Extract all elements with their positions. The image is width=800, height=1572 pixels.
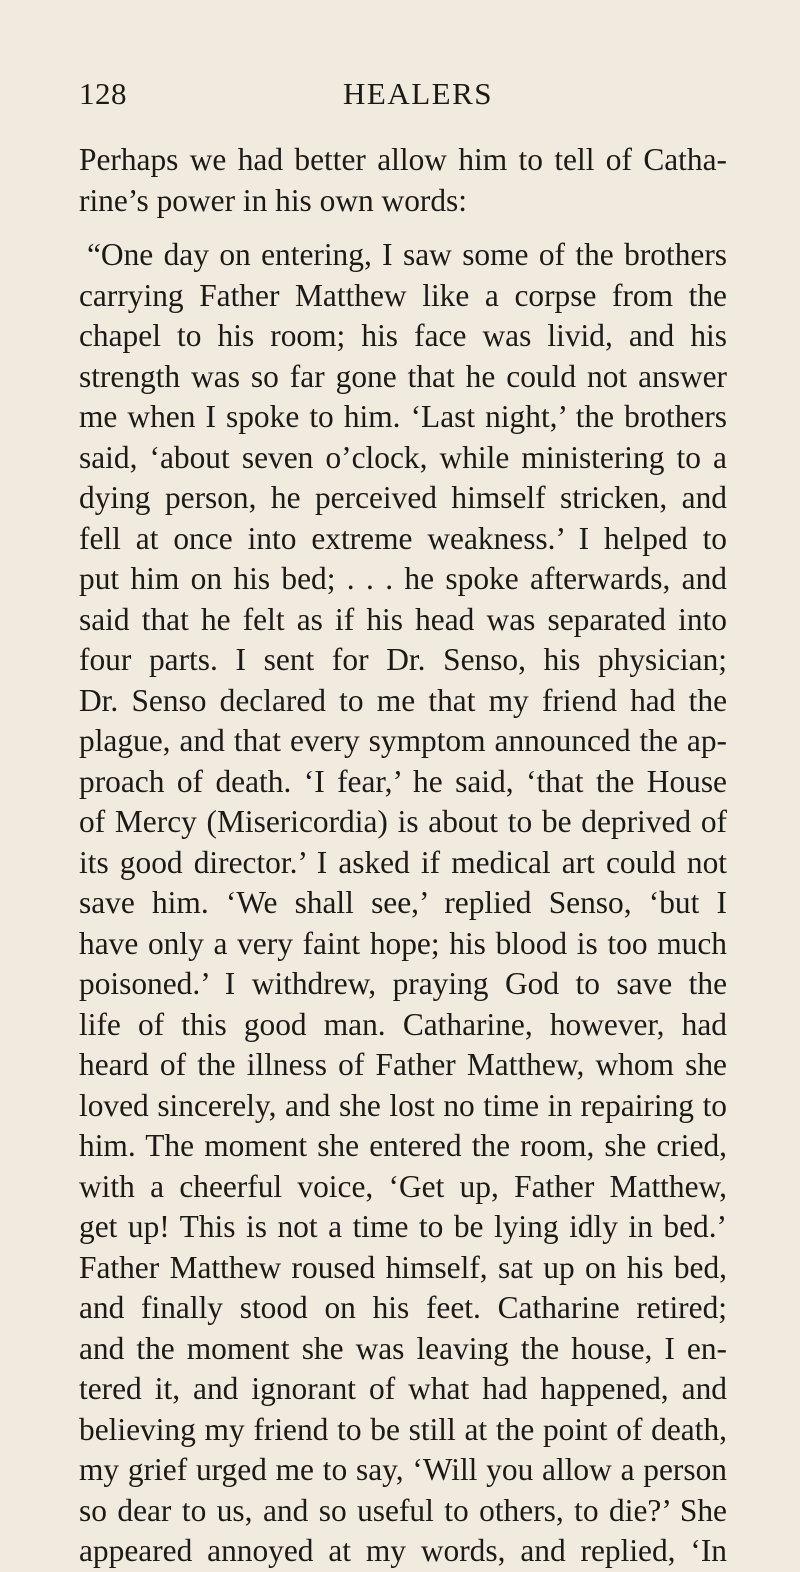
body-text	[79, 140, 727, 1572]
text-line: strength was so far gone that he could not answer	[79, 358, 727, 394]
text-line: dying person, he perceived himself stricken, and	[79, 480, 727, 515]
text-line: fell at once into extreme weakness.’ I helped to	[79, 520, 727, 556]
text-line: have only a very faint hope; his blood is too much	[79, 925, 727, 961]
text-line: appeared annoyed at my words, and replied, ‘In	[79, 1533, 727, 1568]
text-line: said, ‘about seven o’clock, while ministering to a	[79, 439, 727, 475]
text-line: plague, and that every symptom announced the ap-	[79, 723, 727, 758]
text-line: rine’s power in his own words:	[79, 182, 467, 218]
text-line: put him on his bed; . . . he spoke afterwards, and	[79, 561, 727, 596]
text-line: me when I spoke to him. ‘Last night,’ the brothers	[79, 399, 727, 434]
text-line: him. The moment she entered the room, she cried,	[79, 1128, 727, 1163]
text-line: of Mercy (Misericordia) is about to be deprived of	[79, 804, 727, 839]
running-title: HEALERS	[343, 76, 493, 111]
text-line: its good director.’ I asked if medical art could not	[79, 844, 727, 880]
running-head	[0, 76, 800, 116]
text-line: said that he felt as if his head was separated into	[79, 601, 727, 637]
text-line: and finally stood on his feet. Catharine retired;	[79, 1290, 727, 1325]
text-line: chapel to his room; his face was livid, and his	[79, 318, 727, 353]
text-line: and the moment she was leaving the house, I en-	[79, 1330, 727, 1366]
text-line: poisoned.’ I withdrew, praying God to save the	[79, 966, 727, 1001]
text-line: tered it, and ignorant of what had happened, and	[79, 1371, 727, 1406]
text-line: “One day on entering, I saw some of the brothers	[87, 237, 727, 272]
text-line: Father Matthew roused himself, sat up on his bed,	[79, 1249, 727, 1285]
text-line: save him. ‘We shall see,’ replied Senso, ‘but I	[79, 885, 727, 920]
text-line: carrying Father Matthew like a corpse from the	[79, 277, 727, 313]
text-line: heard of the illness of Father Matthew, whom she	[79, 1047, 727, 1082]
page-number: 128	[79, 76, 127, 111]
text-line: get up! This is not a time to be lying idly in bed.’	[79, 1209, 727, 1244]
text-line: with a cheerful voice, ‘Get up, Father Matthew,	[79, 1168, 727, 1204]
text-line: four parts. I sent for Dr. Senso, his physician;	[79, 642, 727, 677]
text-line: life of this good man. Catharine, however, had	[79, 1006, 727, 1042]
text-line: Perhaps we had better allow him to tell of Catha-	[79, 142, 727, 177]
text-line: so dear to us, and so useful to others, to die?’ She	[79, 1492, 727, 1528]
text-line: loved sincerely, and she lost no time in repairing to	[79, 1087, 727, 1123]
text-line: proach of death. ‘I fear,’ he said, ‘that the House	[79, 763, 727, 799]
text-line: Dr. Senso declared to me that my friend had the	[79, 682, 727, 718]
text-line: my grief urged me to say, ‘Will you allow a person	[79, 1452, 727, 1487]
text-line: believing my friend to be still at the point of death,	[79, 1411, 727, 1447]
